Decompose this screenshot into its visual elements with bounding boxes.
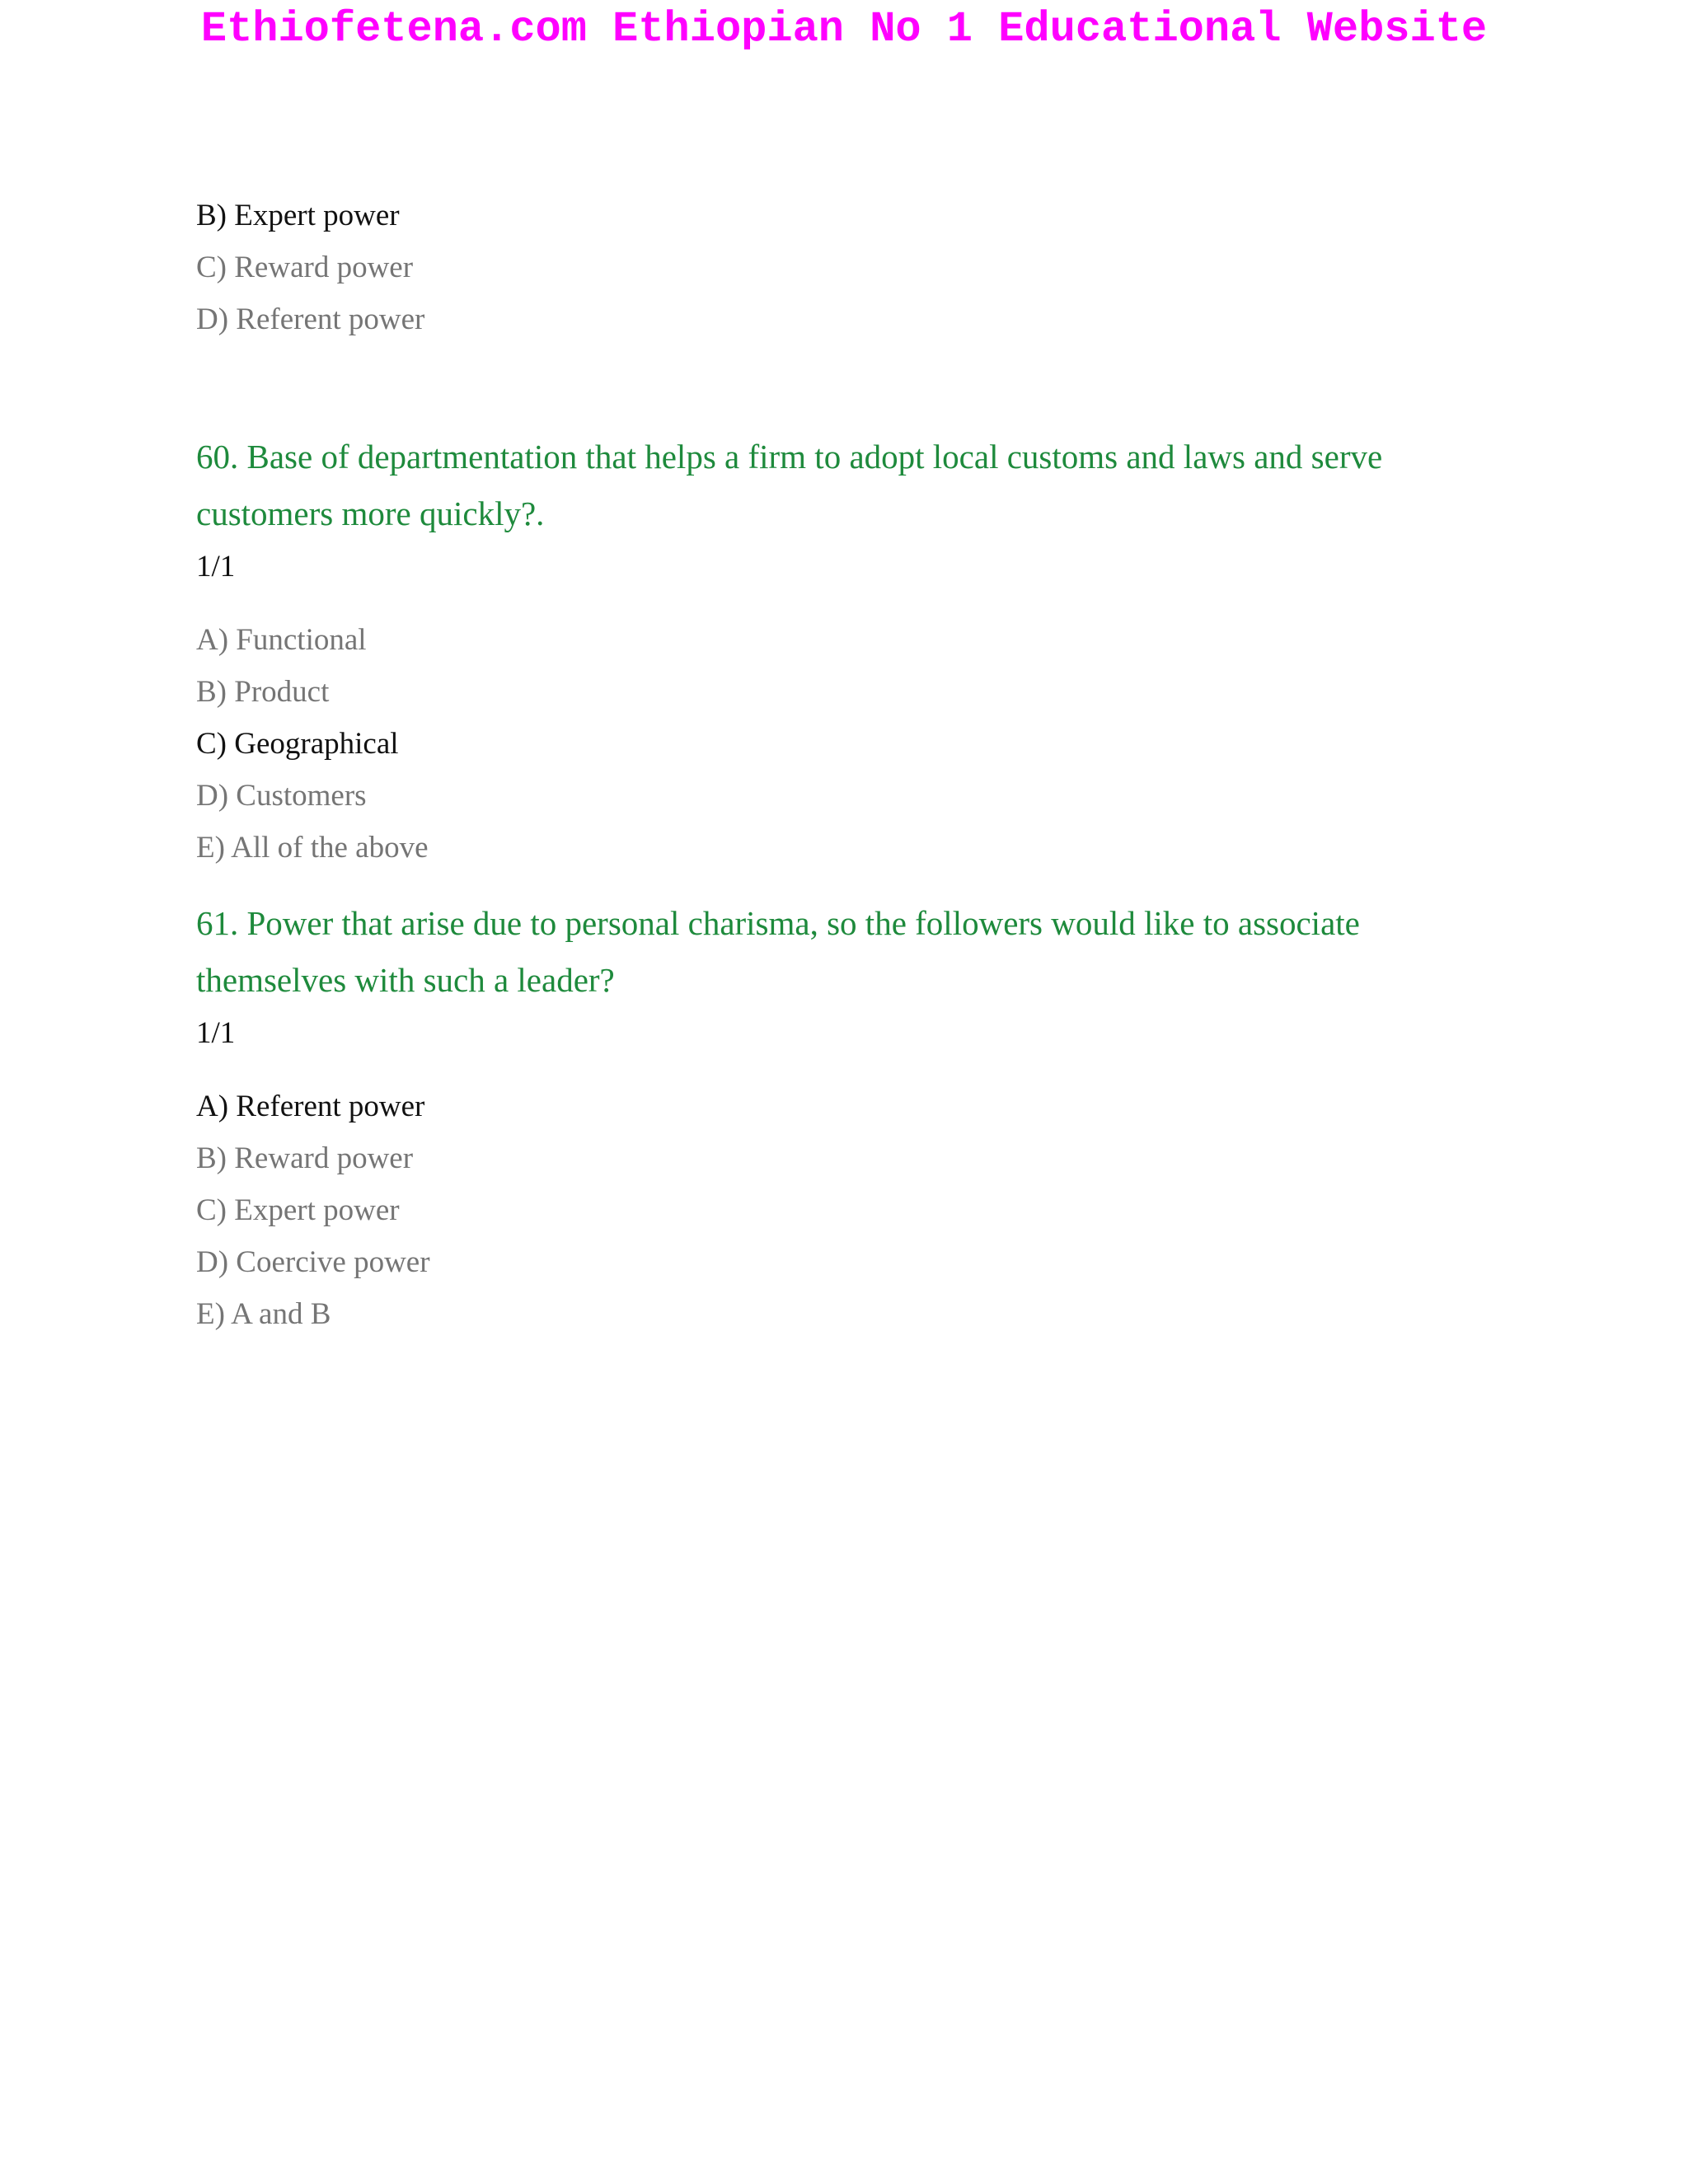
question-60-text: 60. Base of departmentation that helps a firm to adopt local customs and laws and serve customers more quickly?. [196, 438, 1383, 532]
question-60-option-b: B) Product [196, 675, 330, 709]
option-d-referent-power: D) Referent power [196, 302, 425, 336]
site-header-title: Ethiofetena.com Ethiopian No 1 Educational Website [200, 5, 1488, 54]
question-60-option-e: E) All of the above [196, 831, 429, 865]
question-60-option-d: D) Customers [196, 779, 367, 813]
question-61-text: 61. Power that arise due to personal charisma, so the followers would like to associate themselves with such a leader? [196, 904, 1360, 999]
question-61-option-e: E) A and B [196, 1297, 331, 1331]
question-61-option-c: C) Expert power [196, 1193, 400, 1227]
question-60-score: 1/1 [196, 550, 236, 583]
question-61-option-b: B) Reward power [196, 1141, 414, 1175]
option-c-reward-power: C) Reward power [196, 251, 414, 284]
question-61-option-a: A) Referent power [196, 1090, 425, 1123]
question-60-option-a: A) Functional [196, 623, 367, 657]
question-61-score: 1/1 [196, 1016, 236, 1050]
question-61-option-d: D) Coercive power [196, 1245, 430, 1279]
option-b-expert-power: B) Expert power [196, 199, 400, 232]
question-60-option-c: C) Geographical [196, 727, 399, 761]
